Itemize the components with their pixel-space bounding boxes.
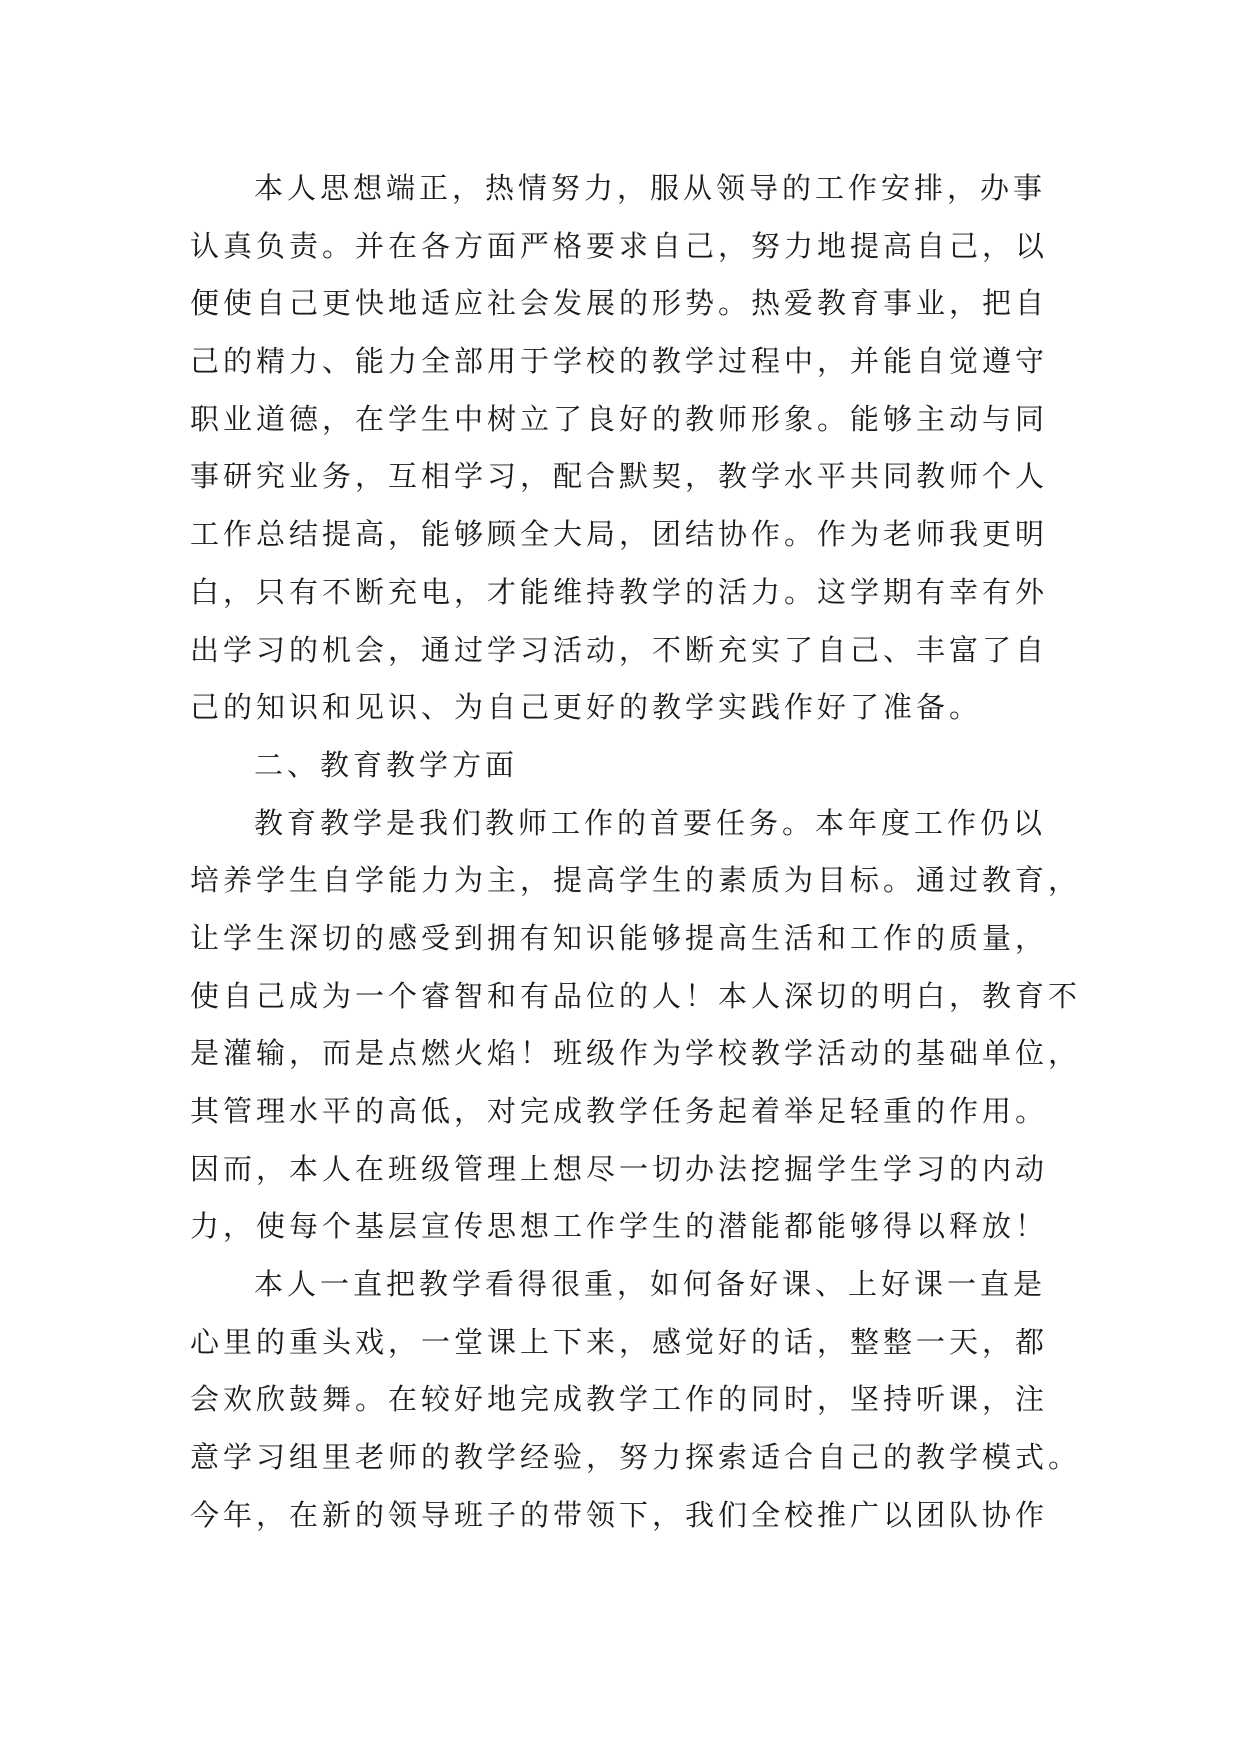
text-line: 职业道德，在学生中树立了良好的教师形象。能够主动与同 xyxy=(190,401,1049,436)
text-line: 教育教学是我们教师工作的首要任务。本年度工作仍以 xyxy=(254,805,1047,840)
text-line: 是灌输，而是点燃火焰！班级作为学校教学活动的基础单位， xyxy=(190,1036,1082,1071)
text-line: 本人一直把教学看得很重，如何备好课、上好课一直是 xyxy=(254,1267,1047,1302)
text-line: 出学习的机会，通过学习活动，不断充实了自己、丰富了自 xyxy=(190,632,1049,667)
text-line: 工作总结提高，能够顾全大局，团结协作。作为老师我更明 xyxy=(190,517,1049,552)
text-line: 其管理水平的高低，对完成教学任务起着举足轻重的作用。 xyxy=(190,1094,1049,1128)
text-line: 便使自己更快地适应社会发展的形势。热爱教育事业，把自 xyxy=(190,286,1049,321)
text-line: 白，只有不断充电，才能维持教学的活力。这学期有幸有外 xyxy=(190,574,1049,609)
text-line: 今年，在新的领导班子的带领下，我们全校推广以团队协作 xyxy=(190,1497,1049,1532)
text-line: 培养学生自学能力为主，提高学生的素质为目标。通过教育， xyxy=(190,863,1082,898)
text-line: 己的知识和见识、为自己更好的教学实践作好了准备。 xyxy=(190,690,983,725)
text-line: 意学习组里老师的教学经验，努力探索适合自己的教学模式。 xyxy=(190,1440,1082,1475)
section-heading: 二、教育教学方面 xyxy=(254,747,519,782)
body-text xyxy=(190,160,1082,1545)
text-line: 使自己成为一个睿智和有品位的人！本人深切的明白，教育不 xyxy=(190,978,1082,1013)
text-line: 事研究业务，互相学习，配合默契，教学水平共同教师个人 xyxy=(190,459,1049,494)
text-line: 心里的重头戏，一堂课上下来，感觉好的话，整整一天，都 xyxy=(190,1324,1049,1359)
text-line: 会欢欣鼓舞。在较好地完成教学工作的同时，坚持听课，注 xyxy=(190,1382,1049,1417)
text-line: 本人思想端正，热情努力，服从领导的工作安排，办事 xyxy=(254,171,1047,205)
text-line: 力，使每个基层宣传思想工作学生的潜能都能够得以释放！ xyxy=(190,1209,1049,1244)
text-line: 认真负责。并在各方面严格要求自己，努力地提高自己，以 xyxy=(190,228,1049,263)
text-line: 因而，本人在班级管理上想尽一切办法挖掘学生学习的内动 xyxy=(190,1151,1049,1186)
text-line: 己的精力、能力全部用于学校的教学过程中，并能自觉遵守 xyxy=(190,344,1049,379)
text-line: 让学生深切的感受到拥有知识能够提高生活和工作的质量， xyxy=(190,920,1049,955)
